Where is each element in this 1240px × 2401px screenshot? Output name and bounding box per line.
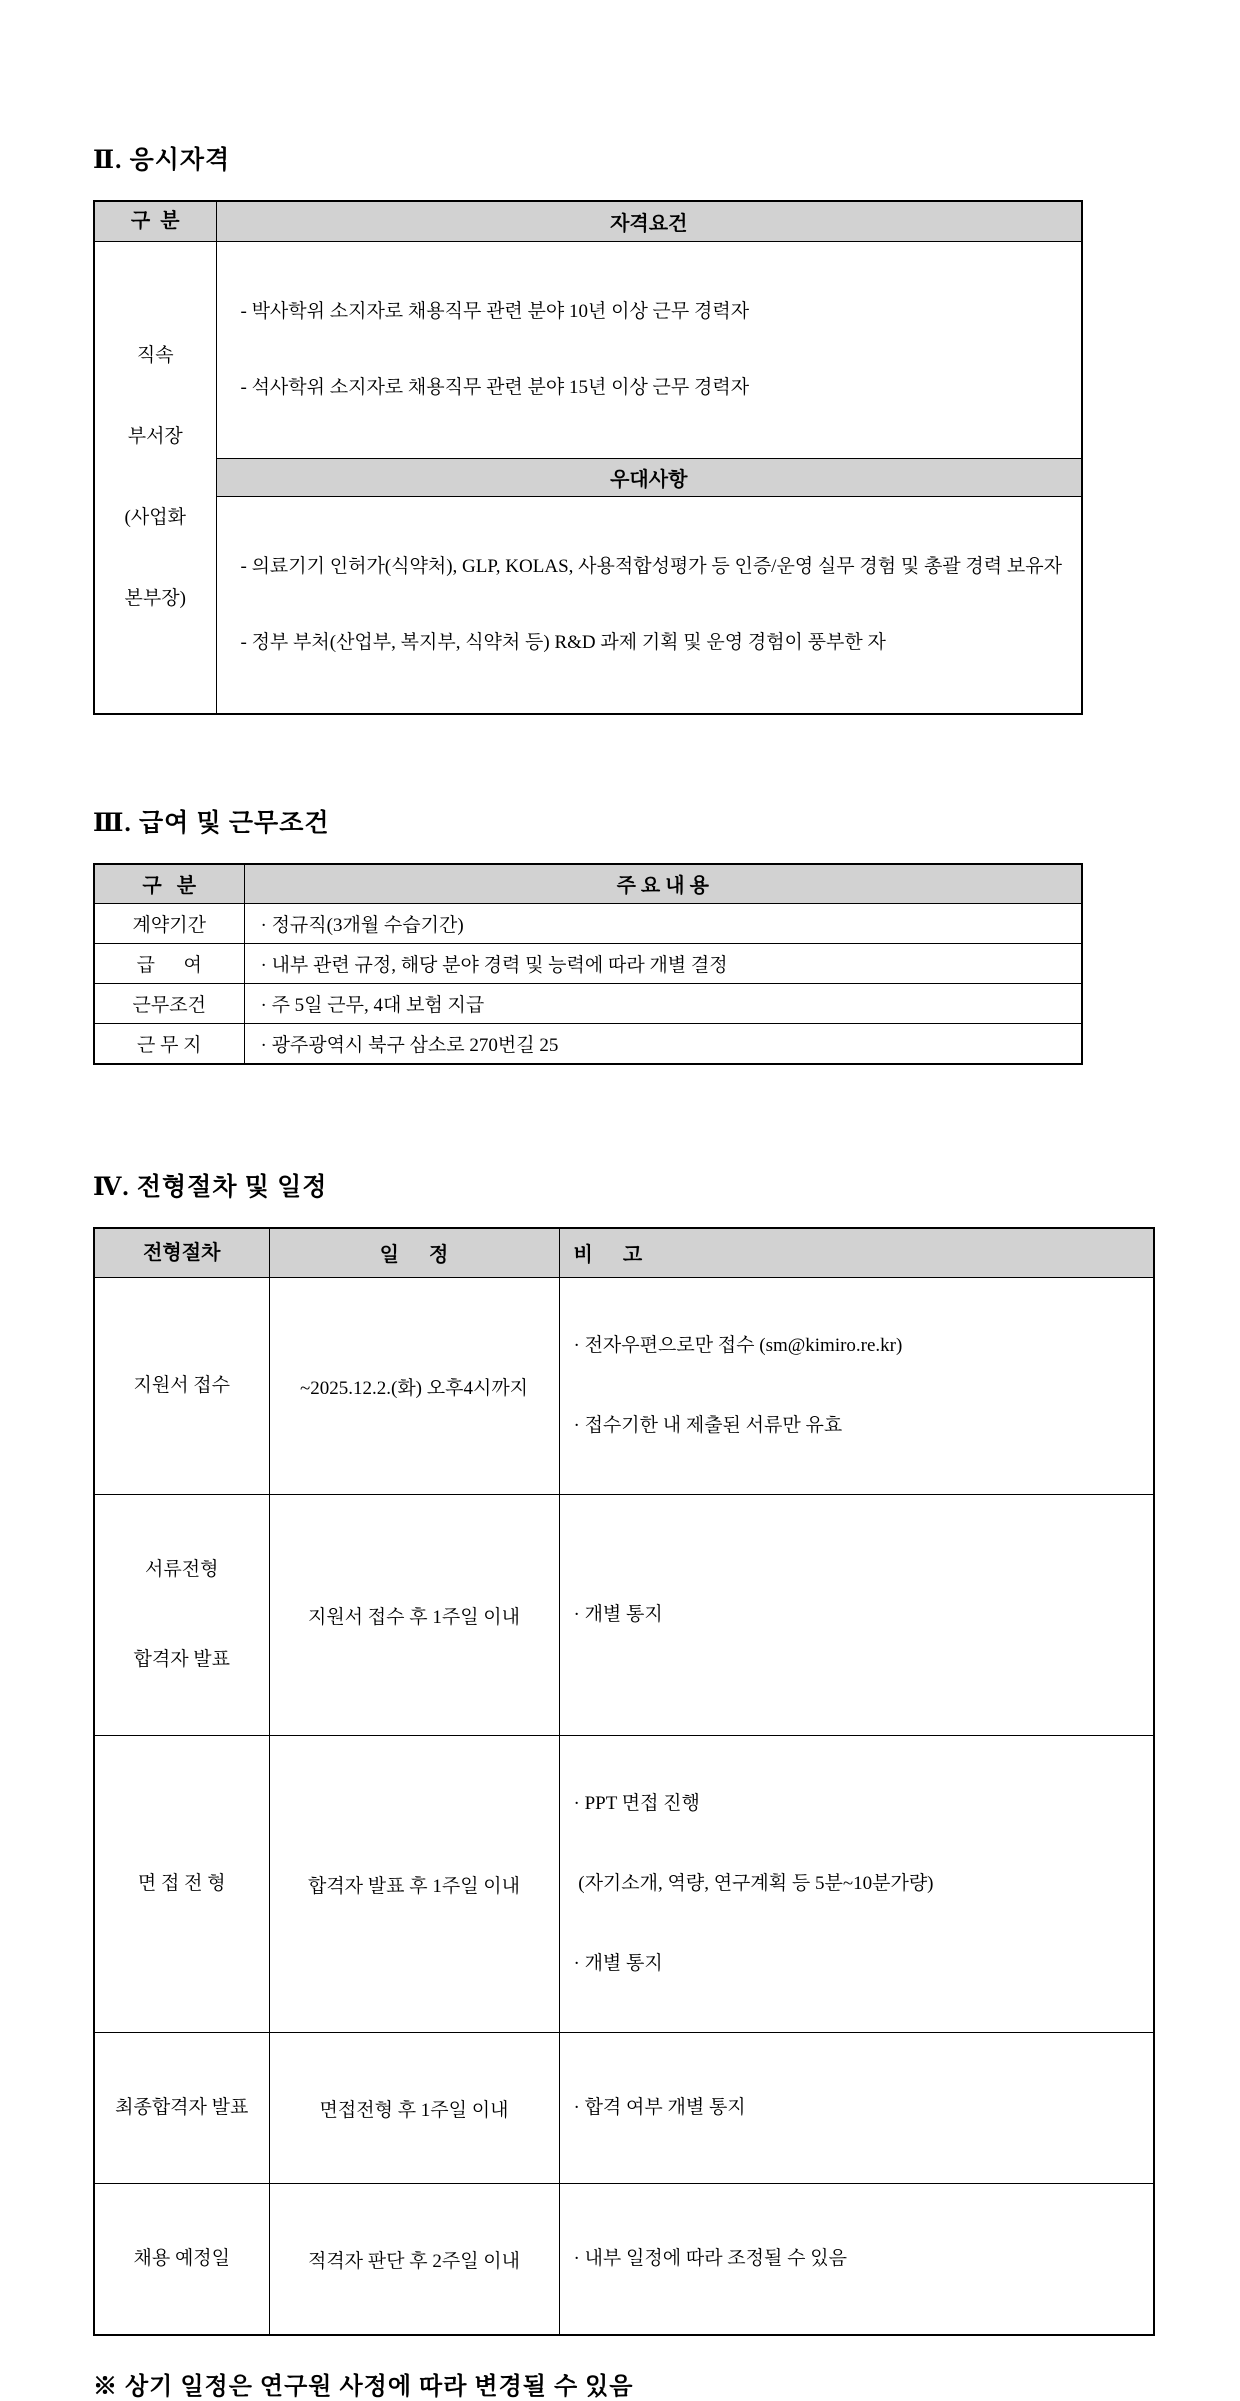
step-schedule: 면접전형 후 1주일 이내	[269, 2033, 559, 2184]
table-row	[94, 1024, 1082, 1064]
qualification-category-cell	[94, 241, 216, 714]
requirement-item: - 석사학위 소지자로 채용직무 관련 분야 15년 이상 근무 경력자	[240, 376, 750, 398]
preference-item: - 정부 부처(산업부, 복지부, 식약처 등) R&D 과제 기획 및 운영 경험이 풍부한 자	[240, 631, 886, 653]
schedule-table-date-header: 일 정	[269, 1228, 559, 1278]
table-row	[94, 2184, 1154, 2336]
section-title-selection-schedule: Ⅳ. 전형절차 및 일정	[93, 1173, 328, 1201]
note-line: · 전자우편으로만 접수 (sm@kimiro.re.kr)	[573, 1335, 903, 1356]
step-schedule: 합격자 발표 후 1주일 이내	[269, 1736, 559, 2033]
table-row	[94, 2033, 1154, 2184]
step-label-line: 지원서 접수	[133, 1375, 231, 1396]
table-row	[94, 984, 1082, 1024]
step-label	[94, 2184, 269, 2336]
preference-item: - 의료기기 인허가(식약처), GLP, KOLAS, 사용적합성평가 등 인증/운영 실무 경험 및 총괄 경력 보유자	[240, 555, 1062, 577]
step-label-line: 채용 예정일	[133, 2248, 231, 2269]
qualification-table	[93, 200, 1083, 715]
note-line: · 개별 통지	[573, 1604, 663, 1625]
row-value: · 주 5일 근무, 4대 보험 지급	[244, 984, 1082, 1024]
row-value: · 내부 관련 규정, 해당 분야 경력 및 능력에 따라 개별 결정	[244, 944, 1082, 984]
row-label: 근무조건	[94, 984, 244, 1024]
row-value: · 광주광역시 북구 삼소로 270번길 25	[244, 1024, 1082, 1064]
preference-items-cell	[216, 496, 1082, 714]
qualification-requirements-cell	[216, 241, 1082, 458]
note-line: · 합격 여부 개별 통지	[573, 2097, 746, 2118]
row-label: 근 무 지	[94, 1024, 244, 1064]
table-row	[94, 944, 1082, 984]
qualification-table-requirements-header: 자격요건	[216, 201, 1082, 241]
section-title-salary-conditions: Ⅲ. 급여 및 근무조건	[93, 809, 330, 837]
step-schedule: ~2025.12.2.(화) 오후4시까지	[269, 1278, 559, 1495]
table-row	[94, 1736, 1154, 2033]
table-row	[94, 1495, 1154, 1736]
step-schedule: 적격자 판단 후 2주일 이내	[269, 2184, 559, 2336]
section-title-qualifications: Ⅱ. 응시자격	[93, 147, 231, 174]
category-line: 부서장	[127, 426, 183, 447]
salary-table-col-header: 구 분	[94, 864, 244, 904]
schedule-change-footnote: ※ 상기 일정은 연구원 사정에 따라 변경될 수 있음	[93, 2374, 634, 2400]
note-line: · PPT 면접 진행	[573, 1793, 700, 1814]
table-row	[94, 1278, 1154, 1495]
selection-schedule-table	[93, 1227, 1155, 2337]
category-line: (사업화	[124, 507, 186, 528]
step-label	[94, 1736, 269, 2033]
note-line: · 개별 통지	[573, 1953, 663, 1974]
note-line: (자기소개, 역량, 연구계획 등 5분~10분가량)	[573, 1873, 934, 1894]
step-notes	[559, 1278, 1154, 1495]
table-row	[94, 904, 1082, 944]
salary-table-content-header: 주 요 내 용	[244, 864, 1082, 904]
step-label	[94, 2033, 269, 2184]
step-label	[94, 1495, 269, 1736]
step-label-line: 서류전형	[145, 1559, 219, 1580]
category-line: 본부장)	[124, 588, 186, 609]
step-schedule: 지원서 접수 후 1주일 이내	[269, 1495, 559, 1736]
step-notes	[559, 2033, 1154, 2184]
row-label: 계약기간	[94, 904, 244, 944]
step-label-line: 면 접 전 형	[137, 1873, 226, 1894]
qualification-table-col-header: 구 분	[94, 201, 216, 241]
note-line: · 접수기한 내 제출된 서류만 유효	[573, 1415, 843, 1436]
step-label	[94, 1278, 269, 1495]
schedule-table-step-header: 전형절차	[94, 1228, 269, 1278]
step-notes	[559, 1736, 1154, 2033]
step-notes	[559, 1495, 1154, 1736]
step-notes	[559, 2184, 1154, 2336]
schedule-table-remark-header: 비 고	[559, 1228, 1154, 1278]
row-label: 급 여	[94, 944, 244, 984]
note-line: · 내부 일정에 따라 조정될 수 있음	[573, 2248, 847, 2269]
category-line: 직속	[136, 345, 174, 366]
requirement-item: - 박사학위 소지자로 채용직무 관련 분야 10년 이상 근무 경력자	[240, 300, 750, 322]
row-value: · 정규직(3개월 수습기간)	[244, 904, 1082, 944]
step-label-line: 최종합격자 발표	[115, 2097, 249, 2118]
preference-header-cell: 우대사항	[216, 458, 1082, 496]
salary-conditions-table	[93, 863, 1083, 1065]
step-label-line: 합격자 발표	[133, 1649, 231, 1670]
